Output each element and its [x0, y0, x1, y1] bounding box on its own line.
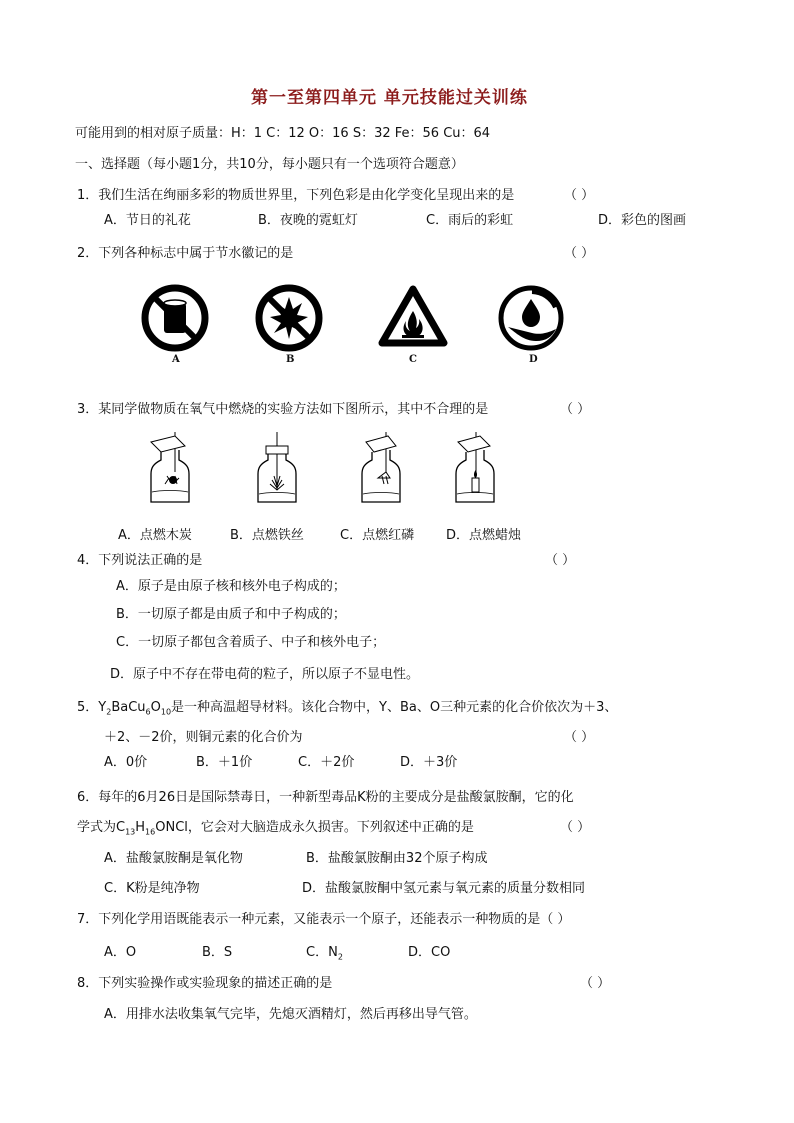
- water-saving-icon: [496, 283, 566, 357]
- q5-formula-sub-cu: 6: [145, 707, 151, 717]
- q6-sub-c: 13: [125, 827, 136, 837]
- q3-option-c: C．点燃红磷: [340, 528, 415, 543]
- q5-formula-sub-o: 10: [160, 707, 172, 717]
- q6-option-c: C．K粉是纯净物: [104, 881, 200, 896]
- q4-option-b: B．一切原子都是由质子和中子构成的；: [116, 607, 346, 622]
- q3-answer-bracket: （ ）: [560, 402, 591, 417]
- atomic-mass-line: 可能用到的相对原子质量：H：1 C：12 O：16 S：32 Fe：56 Cu：64: [75, 126, 491, 141]
- q6-line2-pre: 学式为C: [77, 820, 126, 835]
- q5-answer-bracket: （ ）: [564, 730, 595, 745]
- q2-label-d: D: [529, 354, 538, 365]
- q5-formula-bacu: BaCu: [111, 700, 146, 715]
- q5-option-b: B．＋1价: [196, 755, 253, 770]
- flammable-warning-icon: [378, 285, 448, 351]
- q6-line2-post: ONCl，它会对大脑造成永久损害。下列叙述中正确的是: [155, 820, 474, 835]
- q8-answer-bracket: （ ）: [580, 976, 611, 991]
- q2-label-a: A: [172, 354, 180, 365]
- q7-option-d: D．CO: [408, 945, 451, 960]
- q3-option-d: D．点燃蜡烛: [446, 528, 522, 543]
- q1-option-c: C．雨后的彩虹: [426, 213, 514, 228]
- q5-formula-y: Y: [98, 700, 107, 715]
- q5-stem-rest: 是一种高温超导材料。该化合物中，Y、Ba、O三种元素的化合价依次为＋3、: [171, 700, 618, 715]
- q6-stem-line2: [77, 820, 474, 836]
- page-title: 第一至第四单元 单元技能过关训练: [251, 88, 528, 108]
- q6-sub-h: 16: [145, 827, 156, 837]
- charcoal-bottle-icon: [145, 432, 195, 511]
- q2-answer-bracket: （ ）: [564, 246, 595, 261]
- q1-option-d: D．彩色的图画: [598, 213, 687, 228]
- q3-option-b: B．点燃铁丝: [230, 528, 304, 543]
- q7-option-c-sub: 2: [337, 952, 343, 962]
- q4-stem: 4．下列说法正确的是: [77, 553, 203, 568]
- q7-option-c-pre: C．N: [306, 945, 338, 960]
- q5-option-c: C．＋2价: [298, 755, 355, 770]
- q3-stem: 3．某同学做物质在氧气中燃烧的实验方法如下图所示，其中不合理的是: [77, 402, 489, 417]
- q8-stem: 8．下列实验操作或实验现象的描述正确的是: [77, 976, 333, 991]
- q7-stem: 7．下列化学用语既能表示一种元素，又能表示一个原子，还能表示一种物质的是（ ）: [77, 912, 571, 927]
- q6-mid-h: H: [135, 820, 146, 835]
- q7-option-b: B．S: [202, 945, 233, 960]
- q1-option-b: B．夜晚的霓虹灯: [258, 213, 358, 228]
- q5-stem: [77, 700, 617, 716]
- q2-label-b: B: [286, 354, 295, 365]
- q6-option-a: A．盐酸氯胺酮是氧化物: [104, 851, 243, 866]
- q5-option-d: D．＋3价: [400, 755, 458, 770]
- q6-option-b: B．盐酸氯胺酮由32个原子构成: [306, 851, 488, 866]
- iron-wire-bottle-icon: [252, 432, 302, 511]
- q5-formula-o: O: [150, 700, 161, 715]
- q6-stem-line1: 6．每年的6月26日是国际禁毒日，一种新型毒品K粉的主要成分是盐酸氯胺酮，它的化: [77, 790, 574, 805]
- q1-stem: 1．我们生活在绚丽多彩的物质世界里，下列色彩是由化学变化呈现出来的是: [77, 188, 515, 203]
- q7-option-a: A．O: [104, 945, 137, 960]
- red-phosphorus-bottle-icon: [356, 432, 406, 511]
- q4-option-d: D．原子中不存在带电荷的粒子，所以原子不显电性。: [110, 667, 420, 682]
- q2-label-c: C: [409, 354, 417, 365]
- q6-answer-bracket: （ ）: [560, 820, 591, 835]
- q5-formula-sub-y: 2: [106, 707, 112, 717]
- q6-option-d: D．盐酸氯胺酮中氢元素与氧元素的质量分数相同: [302, 881, 586, 896]
- q5-number: 5．: [77, 700, 99, 715]
- q7-option-c: [306, 945, 343, 961]
- q1-answer-bracket: （ ）: [564, 188, 595, 203]
- section-heading: 一、选择题（每小题1分，共10分，每小题只有一个选项符合题意）: [75, 157, 464, 172]
- q3-option-a: A．点燃木炭: [118, 528, 192, 543]
- q2-stem: 2．下列各种标志中属于节水徽记的是: [77, 246, 294, 261]
- candle-bottle-icon: [452, 432, 502, 511]
- q5-option-a: A．0价: [104, 755, 148, 770]
- no-oil-drum-icon: [140, 283, 210, 357]
- q4-answer-bracket: （ ）: [545, 553, 576, 568]
- q4-option-a: A．原子是由原子核和核外电子构成的；: [116, 579, 346, 594]
- q4-option-c: C．一切原子都包含着质子、中子和核外电子；: [116, 635, 386, 650]
- no-fire-icon: [254, 283, 324, 357]
- q1-option-a: A．节日的礼花: [104, 213, 191, 228]
- q8-option-a: A．用排水法收集氧气完毕，先熄灭酒精灯，然后再移出导气管。: [104, 1007, 477, 1022]
- q5-stem-line2: ＋2、－2价，则铜元素的化合价为: [104, 730, 303, 745]
